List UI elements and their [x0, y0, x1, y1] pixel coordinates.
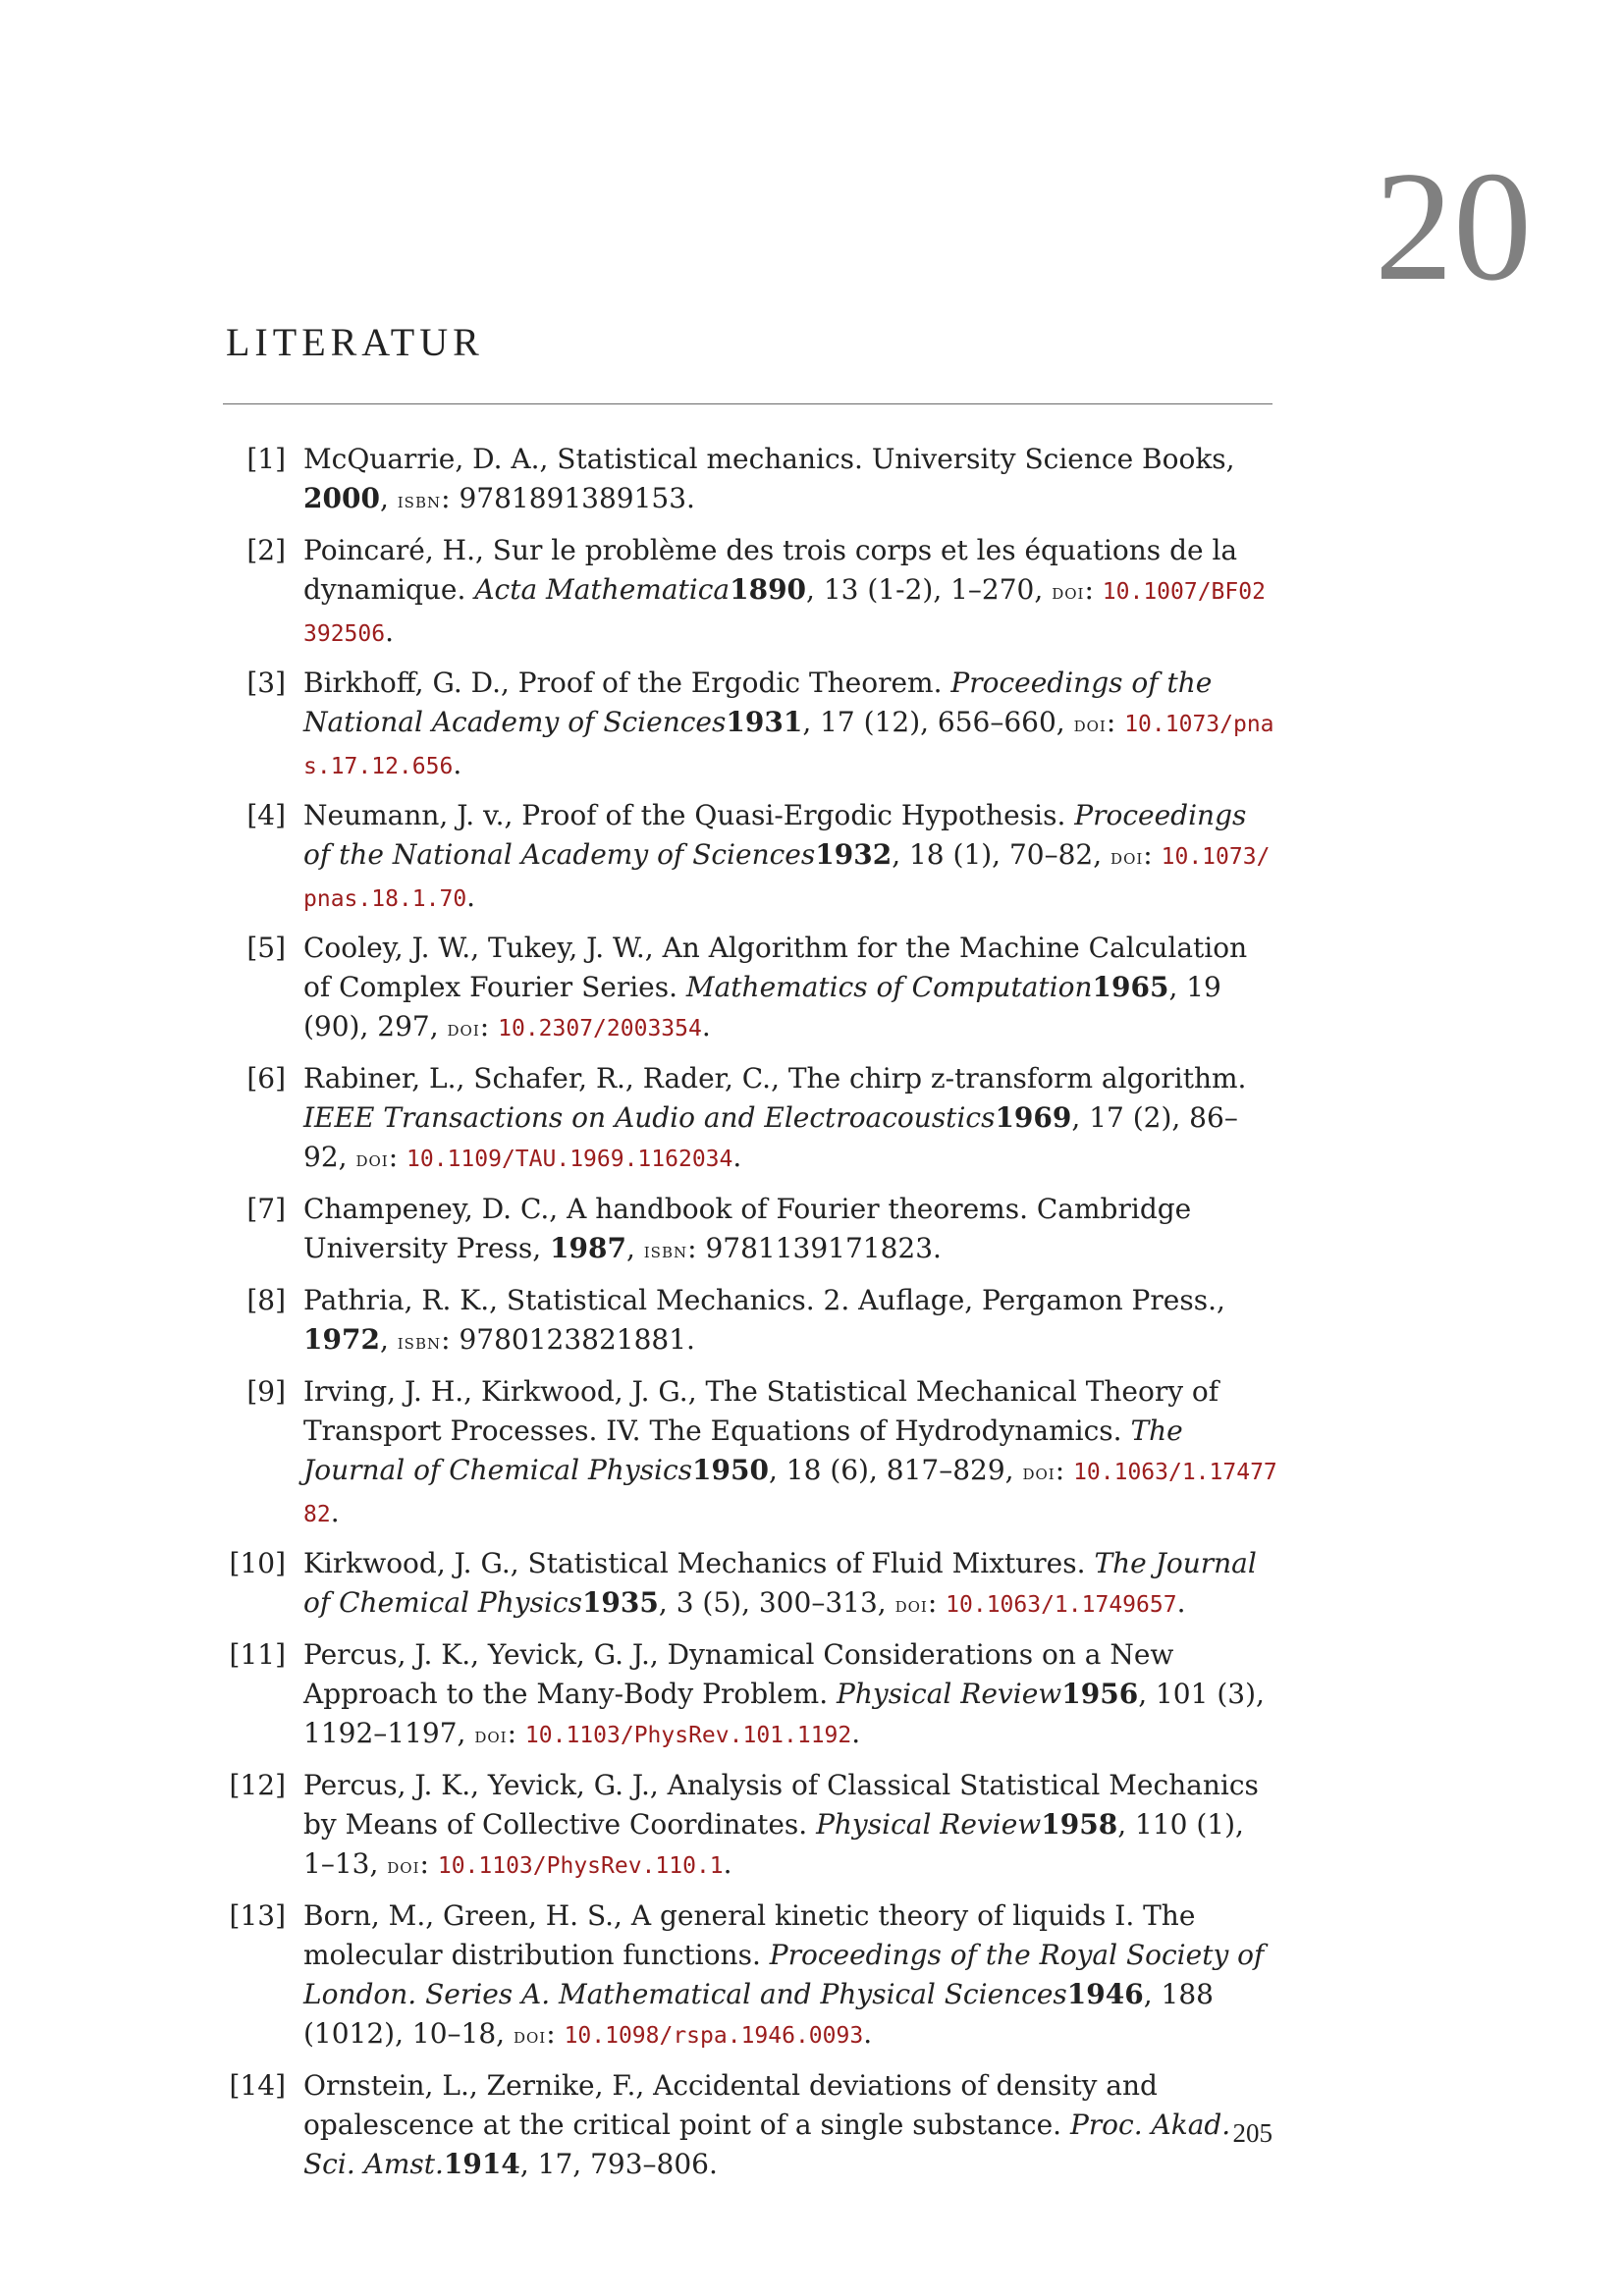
reference-end: . — [453, 748, 462, 780]
reference-id-label: doi — [474, 1724, 508, 1748]
reference-text — [303, 1372, 1278, 1534]
reference-authors-title: Ornstein, L., Zernike, F., Accidental deviations of density and opalescence at the critical point of a single substance. — [303, 2069, 1158, 2141]
reference-item — [223, 1059, 1278, 1180]
reference-details: , — [379, 1323, 398, 1356]
reference-id-label: doi — [894, 1593, 928, 1618]
reference-item — [223, 531, 1278, 654]
reference-details: , — [625, 1232, 644, 1264]
doi-link[interactable]: 10.1103/PhysRev.110.1 — [437, 1853, 724, 1879]
reference-id-separator: : — [927, 1586, 947, 1619]
reference-text — [303, 1766, 1278, 1887]
reference-end: . — [723, 1847, 732, 1880]
reference-end: . — [1176, 1586, 1186, 1619]
reference-number: [6] — [246, 1062, 286, 1095]
reference-id-label: isbn — [397, 489, 442, 513]
reference-details: , 18 (6), 817–829, — [768, 1454, 1023, 1486]
title-rule — [223, 403, 1272, 404]
reference-authors-title: Poincaré, H., Sur le problème des trois corps et les équations de la dynamique. — [303, 534, 1238, 606]
reference-end: . — [330, 1496, 340, 1528]
reference-id-separator: : — [479, 1010, 499, 1042]
doi-link[interactable]: 10.2307/2003354 — [498, 1016, 702, 1041]
reference-year: 1969 — [995, 1101, 1072, 1134]
reference-id-label: doi — [1073, 713, 1107, 737]
doi-link[interactable]: 10.1109/TAU.1969.1162034 — [406, 1147, 733, 1172]
reference-item — [223, 1766, 1278, 1887]
reference-item — [223, 1635, 1278, 1756]
reference-number: [10] — [229, 1547, 286, 1579]
reference-journal: Mathematics of Computation — [685, 971, 1093, 1003]
reference-year: 1972 — [303, 1323, 380, 1356]
doi-link[interactable]: 10.1103/PhysRev.101.1192 — [524, 1723, 852, 1748]
chapter-title: LITERATUR — [226, 320, 484, 364]
reference-details: , 110 (1), 1–13, — [303, 1808, 1244, 1880]
reference-end: . — [863, 2017, 873, 2050]
reference-number: [14] — [229, 2069, 286, 2102]
reference-text — [303, 1544, 1278, 1626]
reference-number: [4] — [246, 799, 286, 831]
reference-end: . — [385, 615, 394, 648]
reference-journal: Proceedings of the National Academy of Sciences — [303, 799, 1247, 871]
reference-text — [303, 664, 1278, 786]
reference-number: [9] — [246, 1375, 286, 1408]
reference-id-separator: : — [507, 1717, 525, 1749]
reference-year: 1958 — [1041, 1808, 1118, 1841]
reference-id-separator: : — [1106, 706, 1125, 738]
doi-link[interactable]: 10.1063/1.1749657 — [946, 1592, 1177, 1618]
reference-id-separator: : 9781891389153. — [441, 482, 695, 514]
reference-year: 1965 — [1092, 971, 1169, 1003]
doi-link[interactable]: 10.1098/rspa.1946.0093 — [564, 2023, 864, 2049]
reference-id-separator: : 9781139171823. — [687, 1232, 942, 1264]
reference-item — [223, 1896, 1278, 2056]
reference-authors-title: McQuarrie, D. A., Statistical mechanics. University Science Books, — [303, 443, 1235, 475]
reference-year: 1932 — [815, 838, 893, 871]
reference-journal: IEEE Transactions on Audio and Electroacoustics — [303, 1101, 996, 1134]
reference-id-separator: : — [388, 1141, 407, 1173]
reference-year: 1987 — [550, 1232, 626, 1264]
reference-text — [303, 929, 1278, 1049]
reference-number: [1] — [246, 443, 286, 475]
reference-end: . — [466, 881, 476, 913]
reference-id-label: doi — [387, 1854, 420, 1879]
reference-authors-title: Irving, J. H., Kirkwood, J. G., The Statistical Mechanical Theory of Transport Processes. IV. The Equations of Hydrodynamics. — [303, 1375, 1219, 1447]
reference-number: [3] — [246, 667, 286, 699]
reference-text — [303, 1190, 1278, 1271]
reference-id-separator: : — [1084, 573, 1103, 606]
reference-text — [303, 1059, 1278, 1180]
reference-id-label: doi — [355, 1148, 389, 1172]
reference-list — [223, 440, 1278, 2194]
reference-authors-title: Pathria, R. K., Statistical Mechanics. 2. Auflage, Pergamon Press., — [303, 1284, 1225, 1316]
reference-authors-title: Rabiner, L., Schafer, R., Rader, C., The chirp z-transform algorithm. — [303, 1062, 1247, 1095]
reference-journal: The Journal of Chemical Physics — [303, 1415, 1183, 1486]
reference-details: , 188 (1012), 10–18, — [303, 1978, 1214, 2050]
reference-authors-title: Born, M., Green, H. S., A general kinetic theory of liquids I. The molecular distribution functions. — [303, 1899, 1196, 1971]
reference-authors-title: Birkhoff, G. D., Proof of the Ergodic Theorem. — [303, 667, 951, 699]
reference-text — [303, 440, 1278, 521]
reference-item — [223, 1544, 1278, 1626]
reference-year: 2000 — [303, 482, 380, 514]
reference-year: 1950 — [692, 1454, 769, 1486]
reference-id-separator: : 9780123821881. — [441, 1323, 695, 1356]
reference-id-label: isbn — [643, 1239, 688, 1263]
reference-year: 1946 — [1066, 1978, 1144, 2010]
reference-item — [223, 664, 1278, 786]
reference-end: . — [701, 1010, 711, 1042]
doi-link[interactable]: 10.1073/pnas.17.12.656 — [303, 712, 1274, 779]
reference-id-label: doi — [513, 2024, 547, 2049]
reference-details: , 101 (3), 1192–1197, — [303, 1678, 1265, 1749]
reference-id-label: doi — [1022, 1461, 1056, 1485]
reference-journal: Physical Review — [837, 1678, 1062, 1710]
reference-number: [13] — [229, 1899, 286, 1932]
reference-id-separator: : — [1055, 1454, 1074, 1486]
reference-number: [5] — [246, 932, 286, 964]
reference-id-label: doi — [447, 1017, 480, 1041]
reference-details: , 17 (2), 86–92, — [303, 1101, 1238, 1173]
reference-item — [223, 929, 1278, 1049]
reference-authors-title: Cooley, J. W., Tukey, J. W., An Algorithm for the Machine Calculation of Complex Fourier Series. — [303, 932, 1248, 1003]
reference-text — [303, 1896, 1278, 2056]
reference-end: . — [851, 1717, 861, 1749]
reference-text — [303, 1281, 1278, 1362]
reference-journal: The Journal of Chemical Physics — [303, 1547, 1257, 1619]
reference-item — [223, 2066, 1278, 2184]
reference-number: [2] — [246, 534, 286, 566]
reference-journal: Proceedings of the National Academy of Sciences — [303, 667, 1213, 738]
doi-link[interactable]: 10.1073/pnas.18.1.70 — [303, 844, 1271, 912]
reference-item — [223, 796, 1278, 919]
reference-year: 1931 — [726, 706, 803, 738]
reference-year: 1956 — [1061, 1678, 1139, 1710]
reference-authors-title: Percus, J. K., Yevick, G. J., Analysis of Classical Statistical Mechanics by Means of Collective Coordinates. — [303, 1769, 1259, 1841]
reference-authors-title: Champeney, D. C., A handbook of Fourier theorems. Cambridge University Press, — [303, 1193, 1192, 1264]
doi-link[interactable]: 10.1007/BF02392506 — [303, 579, 1266, 647]
reference-details: , 17 (12), 656–660, — [802, 706, 1074, 738]
reference-details: , 19 (90), 297, — [303, 971, 1221, 1042]
reference-journal: Proc. Akad. Sci. Amst. — [303, 2109, 1231, 2180]
reference-item — [223, 1281, 1278, 1362]
reference-text — [303, 531, 1278, 654]
reference-journal: Physical Review — [816, 1808, 1042, 1841]
reference-item — [223, 440, 1278, 521]
reference-number: [11] — [229, 1638, 286, 1671]
page-number: 205 — [1232, 2118, 1272, 2148]
reference-year: 1890 — [730, 573, 807, 606]
reference-details: , 17, 793–806. — [519, 2148, 718, 2180]
chapter-number: 20 — [1375, 138, 1532, 313]
reference-end: . — [732, 1141, 742, 1173]
reference-text — [303, 796, 1278, 919]
reference-authors-title: Kirkwood, J. G., Statistical Mechanics of Fluid Mixtures. — [303, 1547, 1095, 1579]
reference-details: , — [379, 482, 398, 514]
reference-id-label: doi — [1052, 580, 1085, 605]
reference-item — [223, 1372, 1278, 1534]
reference-details: , 3 (5), 300–313, — [658, 1586, 895, 1619]
reference-year: 1914 — [443, 2148, 520, 2180]
reference-id-label: isbn — [397, 1330, 442, 1355]
reference-id-separator: : — [419, 1847, 438, 1880]
reference-id-separator: : — [546, 2017, 565, 2050]
reference-item — [223, 1190, 1278, 1271]
reference-number: [12] — [229, 1769, 286, 1801]
reference-number: [7] — [246, 1193, 286, 1225]
reference-number: [8] — [246, 1284, 286, 1316]
reference-text — [303, 1635, 1278, 1756]
reference-authors-title: Percus, J. K., Yevick, G. J., Dynamical Considerations on a New Approach to the Many-Body Problem. — [303, 1638, 1174, 1710]
reference-journal: Proceedings of the Royal Society of London. Series A. Mathematical and Physical Sciences — [303, 1939, 1265, 2010]
doi-link[interactable]: 10.1063/1.1747782 — [303, 1460, 1277, 1527]
reference-id-separator: : — [1143, 838, 1162, 871]
reference-authors-title: Neumann, J. v., Proof of the Quasi-Ergodic Hypothesis. — [303, 799, 1075, 831]
reference-id-label: doi — [1110, 845, 1144, 870]
reference-details: , 13 (1-2), 1–270, — [806, 573, 1053, 606]
reference-details: , 18 (1), 70–82, — [892, 838, 1111, 871]
reference-year: 1935 — [581, 1586, 659, 1619]
reference-journal: Acta Mathematica — [474, 573, 731, 606]
